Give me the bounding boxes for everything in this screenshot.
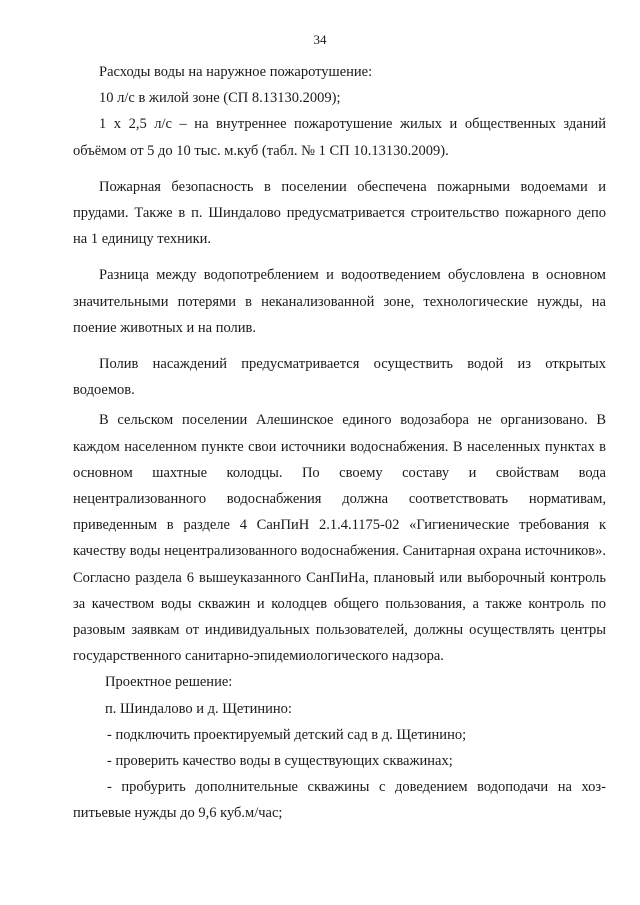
page-number: 34	[313, 32, 327, 47]
paragraph-irrigation: Полив насаждений предусматривается осуществить водой из открытых водоемов.	[73, 356, 606, 399]
paragraph-water-consumption-heading: Расходы воды на наружное пожаротушение:	[99, 64, 373, 80]
paragraph-project-solution: Проектное решение:	[105, 674, 233, 691]
list-item-drill-wells: - пробурить дополнительные скважины с доведением водоподачи на хоз-питьевые нужды до 9,6 куб.м/час;	[73, 779, 606, 822]
paragraph-water-consumption-internal: 1 х 2,5 л/с – на внутреннее пожаротушение жилых и общественных зданий объёмом от 5 до 10 тыс. м.куб (табл. № 1 СП 10.13130.2009).	[73, 116, 606, 159]
paragraph-water-supply: В сельском поселении Алешинское единого водозабора не организовано. В каждом населенном пункте свои источники водоснабжения. В населенных пунктах в основном шахтные колодцы. По своему составу и свойствам вода нецентрализованного водоснабжения должна соответствовать нормативам, приведенным в разделе 4 СанПиН 2.1.4.1175-02 «Гигиенические требования к качеству воды нецентрализованного водоснабжения. Санитарная охрана источников». Согласно раздела 6 вышеуказанного СанПиНа, плановый или выборочный контроль за качеством воды скважин и колодцев общего пользования, а также контроль по разовым заявкам от индивидуальных пользователей, должны осуществлять центры государственного санитарно-эпидемиологического надзора.	[73, 412, 606, 665]
paragraph-fire-safety: Пожарная безопасность в поселении обеспечена пожарными водоемами и прудами. Также в п. Шиндалово предусматривается строительство пожарного депо на 1 единицу техники.	[73, 178, 606, 248]
paragraph-consumption-difference: Разница между водопотреблением и водоотведением обусловлена в основном значительными потерями в неканализованной зоне, технологические нужды, на поение животных и на полив.	[73, 267, 606, 336]
paragraph-water-consumption-residential: 10 л/с в жилой зоне (СП 8.13130.2009);	[99, 90, 341, 107]
list-item-check-water: - проверить качество воды в существующих скважинах;	[107, 753, 453, 770]
paragraph-settlements: п. Шиндалово и д. Щетинино:	[105, 700, 292, 717]
list-item-kindergarten: - подключить проектируемый детский сад в д. Щетинино;	[107, 726, 467, 743]
document-body	[73, 59, 606, 827]
